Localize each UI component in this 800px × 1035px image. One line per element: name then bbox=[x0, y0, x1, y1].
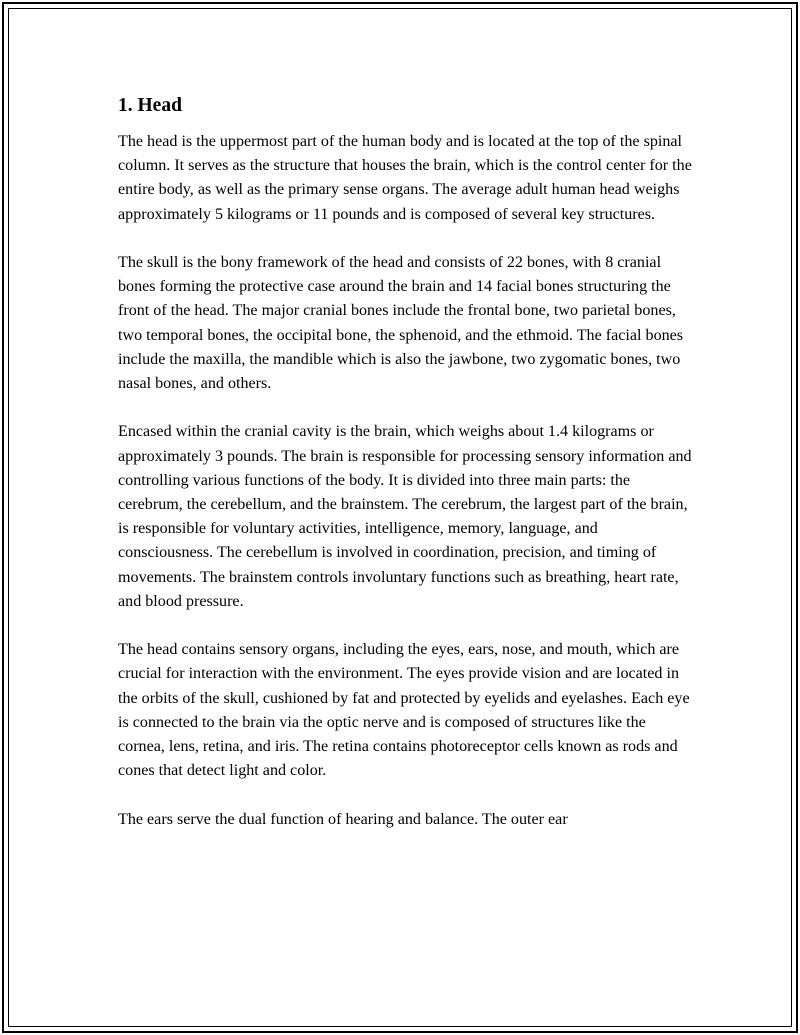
section-heading: 1. Head bbox=[118, 95, 182, 116]
paragraph-brain: Encased within the cranial cavity is the brain, which weighs about 1.4 kilograms or approximately 3 pounds. The brain is responsible for processing sensory information and controlling various functions of the body. It is divided into three main parts: the cerebrum, the cerebellum, and the brainstem. The cerebrum, the largest part of the brain, is responsible for voluntary activities, intelligence, memory, language, and consciousness. The cerebellum is involved in coordination, precision, and timing of movements. The brainstem controls involuntary functions such as breathing, heart rate, and blood pressure. bbox=[118, 423, 692, 610]
paragraph-ears: The ears serve the dual function of hearing and balance. The outer ear bbox=[118, 810, 568, 828]
paragraph-skull: The skull is the bony framework of the head and consists of 22 bones, with 8 cranial bones forming the protective case around the brain and 14 facial bones structuring the front of the head. The major cranial bones include the frontal bone, two parietal bones, two temporal bones, the occipital bone, the sphenoid, and the ethmoid. The facial bones include the maxilla, the mandible which is also the jawbone, two zygomatic bones, two nasal bones, and others. bbox=[118, 254, 684, 393]
document-body bbox=[118, 93, 693, 856]
paragraph-sensory-organs: The head contains sensory organs, including the eyes, ears, nose, and mouth, which are crucial for interaction with the environment. The eyes provide vision and are located in the orbits of the skull, cushioned by fat and protected by eyelids and eyelashes. Each eye is connected to the brain via the optic nerve and is composed of structures like the cornea, lens, retina, and iris. The retina contains photoreceptor cells known as rods and cones that detect light and color. bbox=[118, 641, 690, 780]
paragraph-head-overview: The head is the uppermost part of the human body and is located at the top of the spinal column. It serves as the structure that houses the brain, which is the control center for the entire body, as well as the primary sense organs. The average adult human head weighs approximately 5 kilograms or 11 pounds and is composed of several key structures. bbox=[118, 133, 692, 223]
